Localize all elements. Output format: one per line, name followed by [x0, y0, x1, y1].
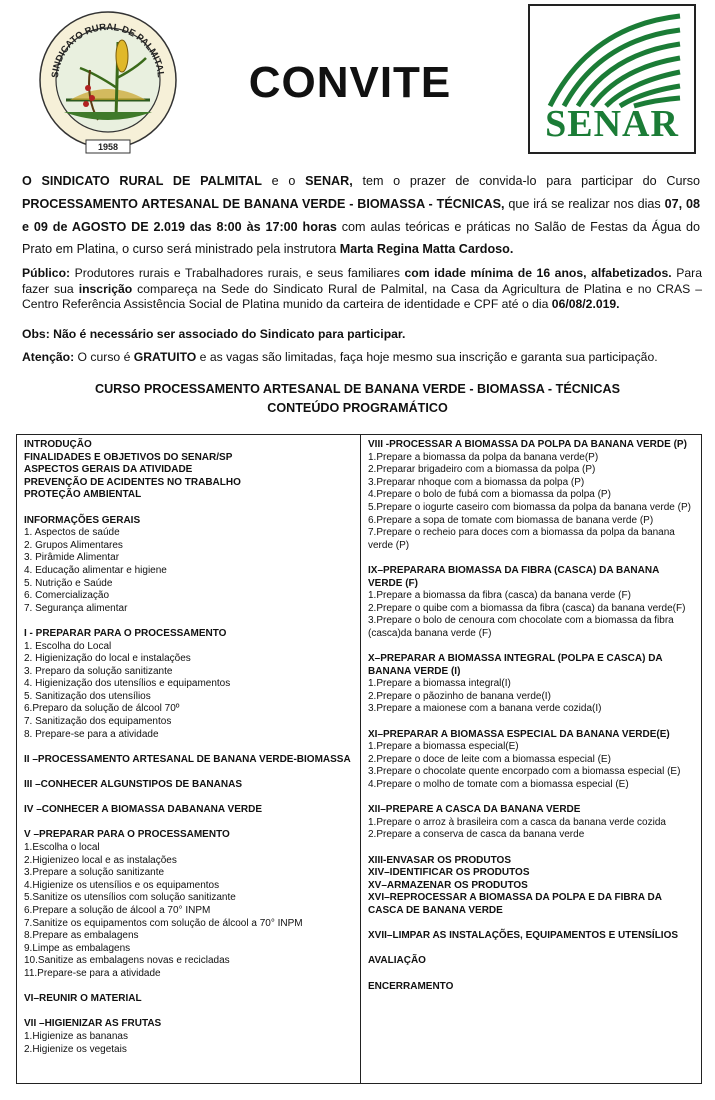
section-1	[24, 628, 353, 741]
section-heading: IV –CONHECER A BIOMASSA DABANANA VERDE	[24, 804, 262, 816]
list-item: 1.Prepare a biomassa da fibra (casca) da banana verde (F)	[368, 590, 631, 602]
list-item: 1.Escolha o local	[24, 842, 100, 853]
list-item: PREVENÇÃO DE ACIDENTES NO TRABALHO	[24, 476, 241, 488]
section-9	[368, 565, 694, 641]
list-item: 1.Prepare a biomassa da polpa da banana verde(P)	[368, 451, 599, 463]
list-item: 2.Higienizeo local e as instalações	[24, 854, 177, 866]
publico-paragraph: Público: Produtores rurais e Trabalhadores rurais, e seus familiares com idade mínima de 16 anos, alfabetizados. Para fazer sua inscrição compareça na Sede do Sindicato Rural de Palmital, na Casa da Agricultura de Platina e no CRAS – Centro Referência Assistência Social de Platina munido da carteira de identidade e CPF até o dia 06/08/2.019.	[22, 266, 702, 311]
list-item: 1.Higienize as bananas	[24, 1030, 128, 1042]
list-item: 7.Sanitize os equipamentos com solução de álcool a 70° INPM	[24, 917, 303, 929]
list-item: 4. Higienização dos utensílios e equipamentos	[24, 678, 231, 690]
list-item: 5. Sanitização dos utensílios	[24, 690, 151, 702]
section-heading: XIV–IDENTIFICAR OS PRODUTOS	[368, 867, 530, 879]
section-heading: VII –HIGIENIZAR AS FRUTAS	[24, 1018, 162, 1030]
list-item: 3.Prepare o chocolate quente encorpado com a biomassa especial (E)	[368, 766, 681, 778]
seal-year: 1958	[97, 142, 119, 152]
list-item: 4.Higienize os utensílios e os equipamentos	[24, 879, 220, 891]
section-11	[368, 729, 694, 792]
list-item: 2.Preparar brigadeiro com a biomassa da polpa (P)	[368, 464, 596, 476]
section-heading: XVI–REPROCESSAR A BIOMASSA DA POLPA E DA FIBRA DA CASCA DE BANANA VERDE	[368, 892, 662, 916]
list-item: 1. Aspectos de saúde	[24, 527, 120, 539]
list-item: 1.Prepare o arroz à brasileira com a casca da banana verde cozida	[368, 816, 666, 828]
list-item: 6.Prepare a sopa de tomate com biomassa de banana verde (P)	[368, 514, 654, 526]
senar-wordmark: SENAR	[545, 103, 679, 145]
section-heading: XV–ARMAZENAR OS PRODUTOS	[368, 879, 528, 891]
list-item: 2.Prepare o quibe com a biomassa da fibra (casca) da banana verde(F)	[368, 602, 686, 614]
list-item: 7.Prepare o recheio para doces com a biomassa da polpa da banana verde (P)	[368, 527, 675, 551]
list-item: 1.Prepare a biomassa integral(I)	[368, 678, 511, 690]
section-heading: VIII -PROCESSAR A BIOMASSA DA POLPA DA BANANA VERDE (P)	[368, 439, 687, 450]
section-heading: I - PREPARAR PARA O PROCESSAMENTO	[24, 627, 227, 639]
list-item: 7. Sanitização dos equipamentos	[24, 716, 172, 728]
list-item: INTRODUÇÃO	[24, 439, 92, 450]
list-item: 3. Preparo da solução sanitizante	[24, 665, 173, 677]
list-item: 2. Grupos Alimentares	[24, 539, 123, 551]
list-item: 11.Prepare-se para a atividade	[24, 967, 161, 979]
intro-paragraph: O SINDICATO RURAL DE PALMITAL e o SENAR, tem o prazer de convida-lo para participar do Curso PROCESSAMENTO ARTESANAL DE BANANA VERDE - BIOMASSA - TÉCNICAS, que irá se realizar nos dias 07, 08 e 09 de AGOSTO DE 2.019 das 8:00 às 17:00 horas com aulas teóricas e práticas no Salão de Festas da Água do Prato em Platina, o curso será ministrado pela instrutora Marta Regina Matta Cardoso.	[22, 174, 701, 257]
list-item: 3.Preparar nhoque com a biomassa da polpa (P)	[368, 476, 585, 488]
list-item: 6.Prepare a solução de álcool a 70° INPM	[24, 904, 211, 916]
list-item: 3.Prepare a solução sanitizante	[24, 867, 165, 879]
list-item: 3.Prepare o bolo de cenoura com chocolate com a biomassa da fibra (casca)da banana verde (F)	[368, 615, 674, 639]
section-heading: INFORMAÇÕES GERAIS	[24, 514, 141, 526]
program-subtitle: CONTEÚDO PROGRAMÁTICO	[267, 401, 448, 415]
page-title: CONVITE	[248, 58, 452, 107]
section-7	[24, 1018, 353, 1056]
section-gerais	[24, 515, 353, 616]
seal-ring-text: SINDICATO RURAL DE PALMITAL	[49, 21, 166, 79]
section-heading: XIII-ENVASAR OS PRODUTOS	[368, 854, 511, 866]
list-item: 3.Prepare a maionese com a banana verde cozida(I)	[368, 703, 602, 715]
obs-note: Obs: Não é necessário ser associado do Sindicato para participar.	[22, 327, 406, 341]
section-heading: IX–PREPARARA BIOMASSA DA FIBRA (CASCA) DA BANANA VERDE (F)	[368, 564, 659, 589]
list-item: 4.Prepare o molho de tomate com a biomassa especial (E)	[368, 779, 629, 791]
encerramento-heading: ENCERRAMENTO	[368, 980, 454, 992]
senar-wheat-icon	[530, 6, 694, 116]
list-item: 5. Nutrição e Saúde	[24, 577, 113, 589]
senar-logo	[528, 4, 696, 154]
program-table	[16, 434, 702, 1084]
list-item: 3. Pirâmide Alimentar	[24, 552, 120, 564]
intro-heads	[24, 439, 353, 502]
atencao-paragraph: Atenção: O curso é GRATUITO e as vagas são limitadas, faça hoje mesmo sua inscrição e garanta sua participação.	[22, 350, 658, 364]
list-item: 4.Prepare o bolo de fubá com a biomassa da polpa (P)	[368, 489, 611, 501]
program-course-title: CURSO PROCESSAMENTO ARTESANAL DE BANANA VERDE - BIOMASSA - TÉCNICAS	[94, 382, 620, 396]
section-heading: V –PREPARAR PARA O PROCESSAMENTO	[24, 829, 230, 841]
list-item: 2.Prepare o pãozinho de banana verde(I)	[368, 690, 551, 702]
list-item: 8.Prepare as embalagens	[24, 930, 139, 942]
section-heading: VI–REUNIR O MATERIAL	[24, 993, 142, 1005]
list-item: 6. Comercialização	[24, 590, 110, 602]
section-heading: XVII–LIMPAR AS INSTALAÇÕES, EQUIPAMENTOS E UTENSÍLIOS	[368, 930, 679, 942]
list-item: 2.Higienize os vegetais	[24, 1043, 127, 1055]
section-5	[24, 829, 353, 980]
list-item: 9.Limpe as embalagens	[24, 942, 131, 954]
section-8	[368, 439, 694, 552]
section-heading: III –CONHECER ALGUNSTIPOS DE BANANAS	[24, 779, 242, 791]
section-heading: II –PROCESSAMENTO ARTESANAL DE BANANA VERDE-BIOMASSA	[24, 753, 351, 765]
list-item: 5.Prepare o iogurte caseiro com biomassa da polpa da banana verde (P)	[368, 501, 691, 513]
sections-13-16	[368, 855, 694, 918]
list-item: 4. Educação alimentar e higiene	[24, 564, 167, 576]
list-item: 1. Escolha do Local	[24, 640, 112, 652]
section-heading: XI–PREPARAR A BIOMASSA ESPECIAL DA BANANA VERDE(E)	[368, 728, 670, 740]
list-item: 8. Prepare-se para a atividade	[24, 728, 159, 740]
list-item: 5.Sanitize os utensílios com solução sanitizante	[24, 892, 236, 904]
list-item: ASPECTOS GERAIS DA ATIVIDADE	[24, 464, 193, 476]
list-item: 6.Preparo da solução de álcool 70º	[24, 703, 180, 715]
avaliacao-heading: AVALIAÇÃO	[368, 955, 426, 967]
section-heading: X–PREPARAR A BIOMASSA INTEGRAL (POLPA E CASCA) DA BANANA VERDE (I)	[368, 653, 663, 677]
section-heading: XII–PREPARE A CASCA DA BANANA VERDE	[368, 804, 581, 816]
list-item: 2. Higienização do local e instalações	[24, 653, 191, 665]
list-item: 10.Sanitize as embalagens novas e recicladas	[24, 955, 230, 967]
list-item: FINALIDADES E OBJETIVOS DO SENAR/SP	[24, 451, 233, 463]
sindicato-seal-icon	[36, 8, 178, 158]
program-right-column	[361, 435, 701, 1083]
program-left-column	[17, 435, 361, 1083]
list-item: 7. Segurança alimentar	[24, 602, 128, 614]
list-item: PROTEÇÃO AMBIENTAL	[24, 489, 142, 501]
list-item: 2.Prepare o doce de leite com a biomassa especial (E)	[368, 753, 611, 765]
section-10	[368, 653, 694, 716]
list-item: 1.Prepare a biomassa especial(E)	[368, 741, 519, 753]
section-12	[368, 804, 694, 842]
list-item: 2.Prepare a conserva de casca da banana verde	[368, 829, 585, 841]
